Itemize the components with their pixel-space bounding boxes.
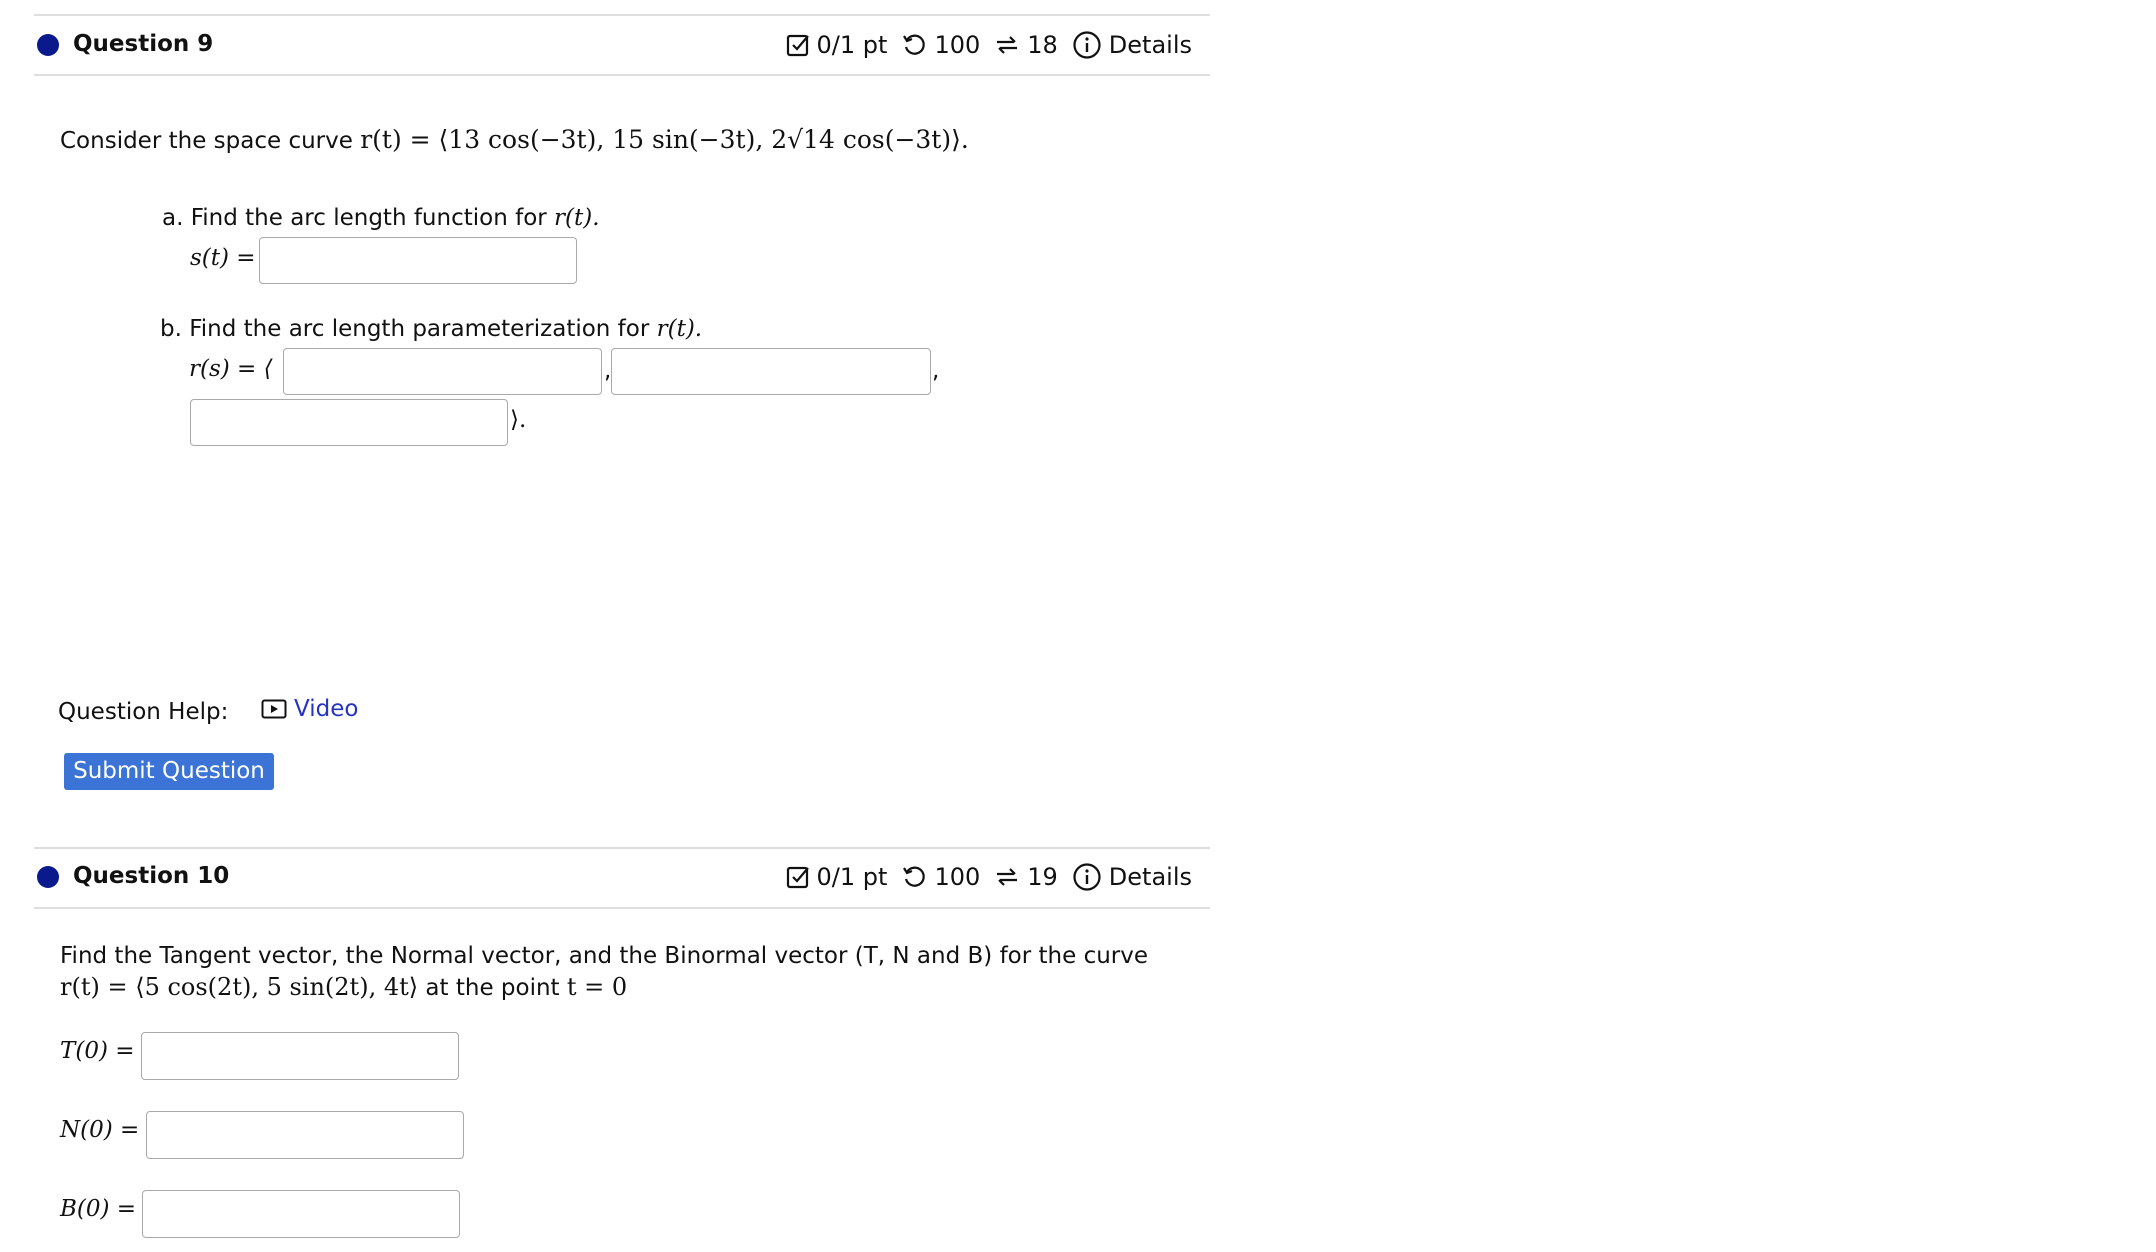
q9-comma-2: ,: [932, 358, 940, 384]
q10-tangent-input[interactable]: [141, 1032, 459, 1080]
q9-close-bracket: ⟩.: [510, 407, 527, 433]
q10-binormal-input[interactable]: [142, 1190, 460, 1238]
checkbox-icon: [786, 33, 810, 57]
q9-rs-x-input[interactable]: [283, 348, 602, 395]
q10-details-link[interactable]: Details: [1072, 862, 1192, 892]
q10-header-divider: [34, 907, 1210, 909]
q10-prompt-line2: r(t) = ⟨5 cos(2t), 5 sin(2t), 4t⟩ at the point t = 0: [60, 973, 628, 1001]
q10-normal-input[interactable]: [146, 1111, 464, 1159]
video-icon: [261, 699, 287, 719]
q9-video-link[interactable]: Video: [261, 696, 358, 722]
q10-meta: [780, 862, 1192, 892]
q9-comma-1: ,: [604, 358, 612, 384]
q9-help-label: Question Help:: [58, 699, 229, 725]
q10-prompt-line1: Find the Tangent vector, the Normal vector, and the Binormal vector (T, N and B) for the curve: [60, 943, 1149, 969]
q9-header: [34, 16, 1210, 76]
q9-prompt: Consider the space curve r(t) = ⟨13 cos(−3t), 15 sin(−3t), 2√14 cos(−3t)⟩.: [60, 125, 969, 154]
versions-icon: [994, 32, 1020, 58]
q9-details-link[interactable]: Details: [1072, 30, 1192, 60]
q9-rs-label: r(s) = ⟨: [189, 356, 273, 382]
retry-icon: [901, 32, 927, 58]
q9-part-b-prompt: b. Find the arc length parameterization for r(t).: [160, 316, 703, 342]
info-icon: [1072, 30, 1102, 60]
q10-header: [34, 848, 1210, 908]
q10-curve-equation: r(t) = ⟨5 cos(2t), 5 sin(2t), 4t⟩: [60, 973, 419, 1001]
q10-points: 0/1 pt: [786, 863, 888, 891]
checkbox-icon: [786, 865, 810, 889]
q9-rs-z-input[interactable]: [190, 399, 508, 446]
q9-title: Question 9: [73, 31, 214, 57]
q10-versions: 19: [994, 863, 1058, 891]
q10-title: Question 10: [73, 863, 230, 889]
q10-n-label: N(0) =: [60, 1117, 140, 1143]
q9-arc-length-input[interactable]: [259, 237, 577, 284]
q10-b-label: B(0) =: [60, 1196, 137, 1222]
q10-status-dot: [37, 866, 59, 888]
q9-help: [58, 696, 358, 725]
retry-icon: [901, 864, 927, 890]
q10-t-label: T(0) =: [60, 1038, 135, 1064]
q10-attempts: 100: [901, 863, 980, 891]
q9-rs-y-input[interactable]: [611, 348, 931, 395]
submit-question-button[interactable]: Submit Question: [64, 753, 274, 790]
q9-s-label: s(t) =: [190, 245, 256, 271]
q9-header-divider: [34, 74, 1210, 76]
q9-part-a-prompt: a. Find the arc length function for r(t).: [162, 205, 600, 231]
info-icon: [1072, 862, 1102, 892]
q9-status-dot: [37, 34, 59, 56]
q9-meta: [780, 30, 1192, 60]
q9-points: 0/1 pt: [786, 31, 888, 59]
q9-versions: 18: [994, 31, 1058, 59]
versions-icon: [994, 864, 1020, 890]
q9-curve-equation: r(t) = ⟨13 cos(−3t), 15 sin(−3t), 2√14 cos(−3t)⟩.: [360, 125, 969, 154]
q9-attempts: 100: [901, 31, 980, 59]
